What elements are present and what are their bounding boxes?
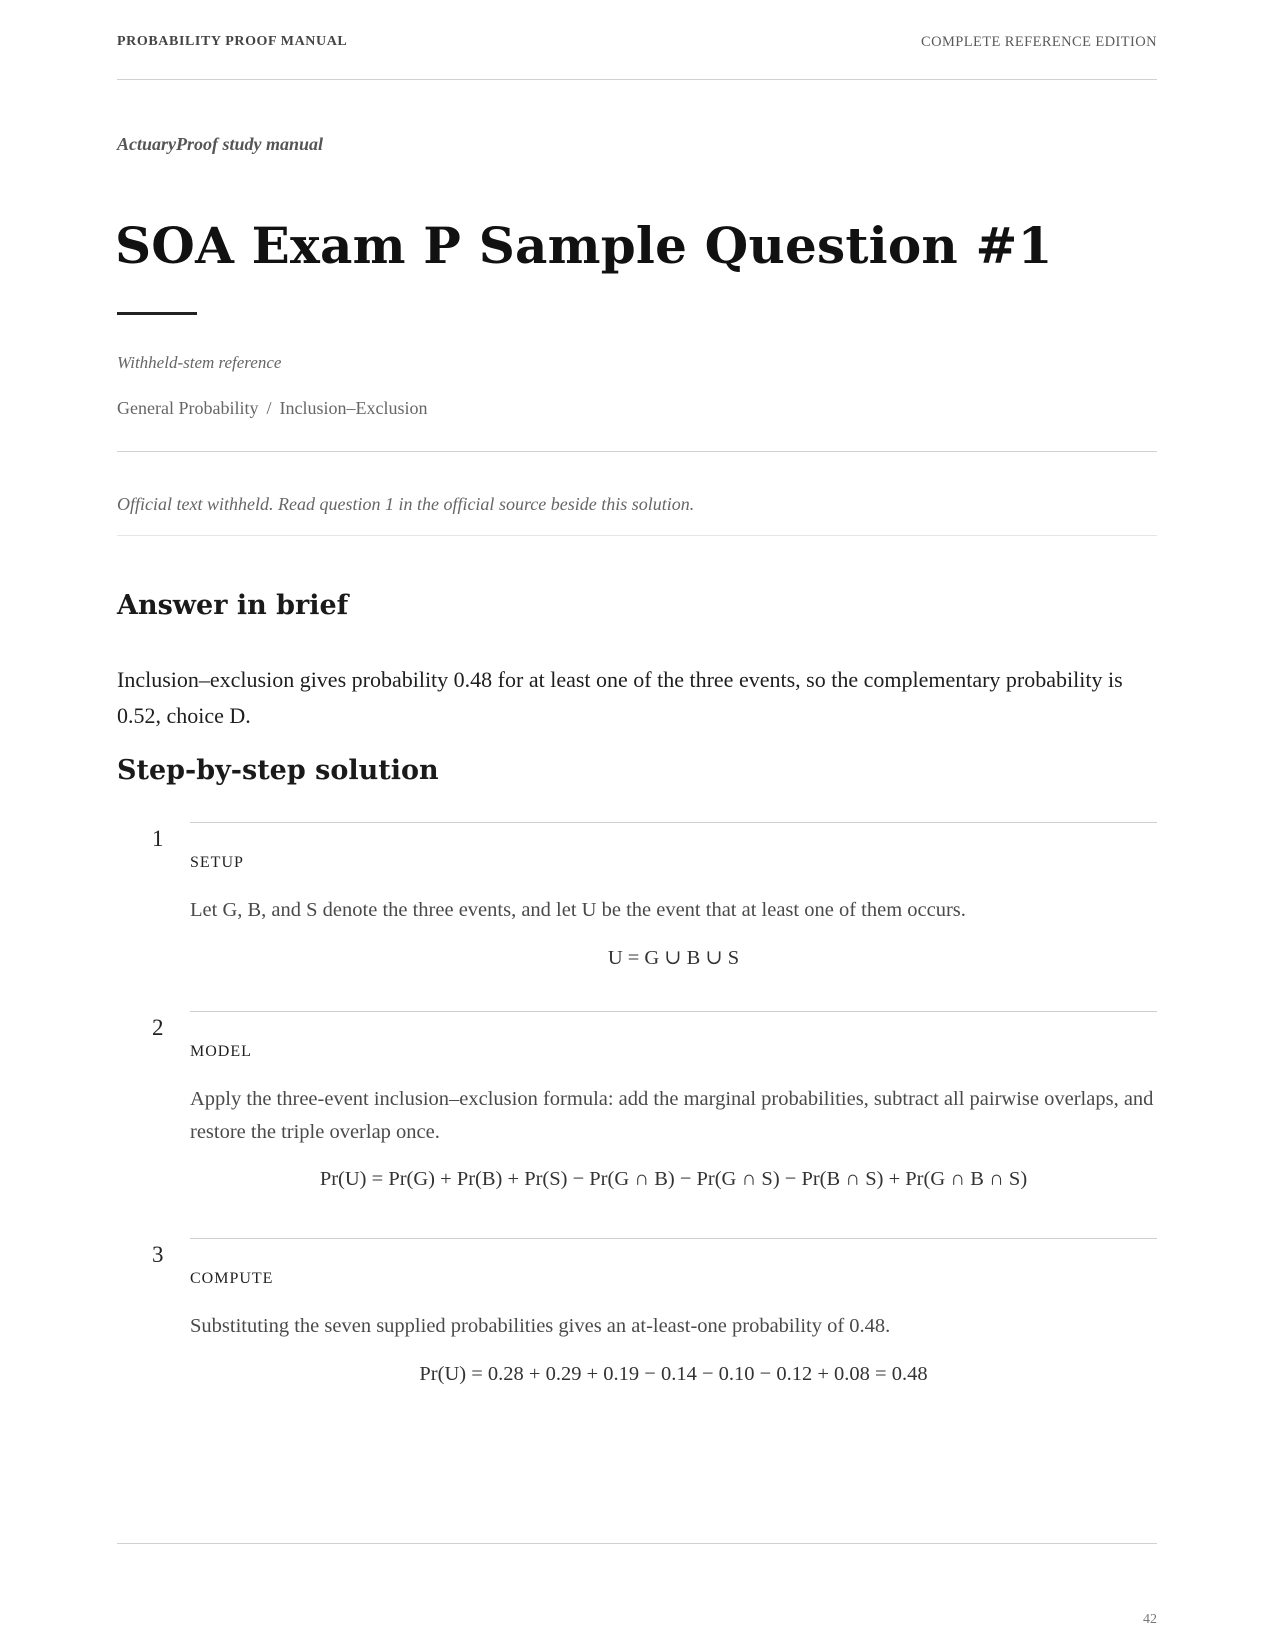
manual-kicker: ActuaryProof study manual <box>117 134 324 154</box>
reference-label: Withheld-stem reference <box>117 353 282 372</box>
breadcrumb-subtopic: Inclusion–Exclusion <box>279 398 428 418</box>
running-head-right: COMPLETE REFERENCE EDITION <box>921 34 1157 50</box>
header-divider <box>117 79 1157 80</box>
step-text: Apply the three-event inclusion–exclusion formula: add the marginal probabilities, subtract all pairwise overlaps, and restore the triple overlap once. <box>190 1088 1154 1143</box>
step-equation: Pr(U) = 0.28 + 0.29 + 0.19 − 0.14 − 0.10 − 0.12 + 0.08 = 0.48 <box>419 1363 928 1385</box>
step-divider <box>190 1238 1157 1239</box>
running-head <box>117 34 1157 51</box>
solution-heading: Step-by-step solution <box>117 755 439 786</box>
step-text: Substituting the seven supplied probabilities gives an at-least-one probability of 0.48. <box>190 1315 891 1337</box>
step-divider <box>190 1011 1157 1012</box>
page-number: 42 <box>1143 1612 1157 1627</box>
step-equation: U = G ∪ B ∪ S <box>607 947 740 969</box>
breadcrumb-topic: General Probability <box>117 398 259 418</box>
answer-heading: Answer in brief <box>117 590 349 621</box>
running-head-left: PROBABILITY PROOF MANUAL <box>117 34 348 49</box>
step-text: Let G, B, and S denote the three events, and let U be the event that at least one of them occurs. <box>190 899 966 921</box>
withheld-note: Official text withheld. Read question 1 in the official source beside this solution. <box>117 494 695 514</box>
step-label: MODEL <box>190 1043 252 1060</box>
step-divider <box>190 822 1157 823</box>
breadcrumb-separator: / <box>266 398 272 418</box>
step-label: COMPUTE <box>190 1270 274 1287</box>
step-number: 3 <box>152 1242 164 1267</box>
step-label: SETUP <box>190 854 244 871</box>
footer-divider <box>117 1543 1157 1544</box>
breadcrumb <box>117 398 427 419</box>
step-number: 1 <box>152 826 164 851</box>
step-number: 2 <box>152 1015 164 1040</box>
page-title: SOA Exam P Sample Question #1 <box>115 216 1053 275</box>
note-divider <box>117 535 1157 536</box>
answer-text: Inclusion–exclusion gives probability 0.48 for at least one of the three events, so the complementary probability is 0.52, choice D. <box>117 667 1123 728</box>
title-underline <box>117 312 197 315</box>
step-equation: Pr(U) = Pr(G) + Pr(B) + Pr(S) − Pr(G ∩ B) − Pr(G ∩ S) − Pr(B ∩ S) + Pr(G ∩ B ∩ S) <box>319 1168 1028 1190</box>
meta-divider <box>117 451 1157 452</box>
